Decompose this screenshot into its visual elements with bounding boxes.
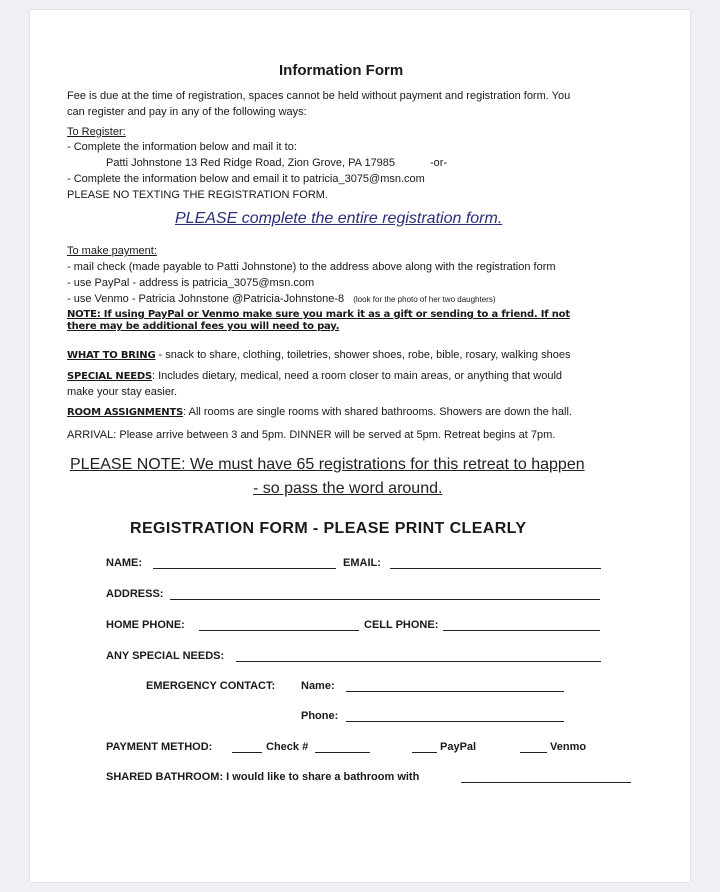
name-field[interactable] xyxy=(153,568,336,569)
payment-method-label: PAYMENT METHOD: xyxy=(106,741,213,753)
paypal-label: PayPal xyxy=(440,741,477,753)
special-needs-label: SPECIAL NEEDS xyxy=(67,371,152,382)
payment-item-paypal: - use PayPal - address is patricia_3075@msn.com xyxy=(67,277,315,289)
note-line-1: NOTE: If using PayPal or Venmo make sure you mark it as a gift or sending to a friend. If not xyxy=(67,309,570,320)
payment-item-venmo xyxy=(67,292,496,307)
address-label: ADDRESS: xyxy=(106,588,164,600)
cell-phone-field[interactable] xyxy=(443,630,600,631)
shared-bathroom-field[interactable] xyxy=(461,782,631,783)
special-needs xyxy=(67,369,562,384)
venmo-checkbox[interactable] xyxy=(520,752,547,753)
emergency-contact-label: EMERGENCY CONTACT: xyxy=(146,680,276,692)
emergency-name-field[interactable] xyxy=(346,691,564,692)
emergency-phone-field[interactable] xyxy=(346,721,564,722)
what-to-bring-text: - snack to share, clothing, toiletries, shower shoes, robe, bible, rosary, walking shoes xyxy=(155,349,571,361)
register-item-mail: - Complete the information below and mail it to: xyxy=(67,141,297,153)
special-needs-field[interactable] xyxy=(236,661,601,662)
special-needs-text: : Includes dietary, medical, need a room closer to main areas, or anything that would xyxy=(151,370,563,382)
what-to-bring xyxy=(67,348,570,363)
email-label: EMAIL: xyxy=(343,557,381,569)
email-field[interactable] xyxy=(390,568,601,569)
room-assignments-text: : All rooms are single rooms with shared bathrooms. Showers are down the hall. xyxy=(183,406,572,418)
payment-item-check: - mail check (made payable to Patti Johnstone) to the address above along with the registration form xyxy=(67,261,556,273)
registrations-note-line-2: - so pass the word around. xyxy=(253,480,443,497)
venmo-photo-note: (look for the photo of her two daughters) xyxy=(353,295,496,304)
intro-line-1: Fee is due at the time of registration, spaces cannot be held without payment and registration form. You xyxy=(67,90,571,102)
mailing-address: Patti Johnstone 13 Red Ridge Road, Zion Grove, PA 17985 xyxy=(106,157,396,169)
address-field[interactable] xyxy=(170,599,600,600)
special-needs-label-form: ANY SPECIAL NEEDS: xyxy=(106,650,225,662)
room-assignments-label: ROOM ASSIGNMENTS xyxy=(67,407,184,418)
or-text: -or- xyxy=(430,157,448,169)
shared-bathroom-label: SHARED BATHROOM: I would like to share a bathroom with xyxy=(106,771,420,783)
please-complete-notice: PLEASE complete the entire registration form. xyxy=(175,210,503,227)
paypal-checkbox[interactable] xyxy=(412,752,437,753)
check-checkbox[interactable] xyxy=(232,752,262,753)
register-heading: To Register: xyxy=(67,126,126,138)
what-to-bring-label: WHAT TO BRING xyxy=(67,350,156,361)
emergency-name-label: Name: xyxy=(301,680,335,692)
check-number-field[interactable] xyxy=(315,752,370,753)
check-label: Check # xyxy=(266,741,309,753)
note-line-2: there may be additional fees you will need to pay. xyxy=(67,321,340,332)
page-title: Information Form xyxy=(279,62,404,79)
cell-phone-label: CELL PHONE: xyxy=(364,619,439,631)
registrations-note-line-1: PLEASE NOTE: We must have 65 registrations for this retreat to happen xyxy=(70,456,585,473)
register-item-email: - Complete the information below and email it to patricia_3075@msn.com xyxy=(67,173,425,185)
room-assignments xyxy=(67,405,572,420)
no-texting-notice: PLEASE NO TEXTING THE REGISTRATION FORM. xyxy=(67,189,328,201)
venmo-label: Venmo xyxy=(550,741,587,753)
registration-form-title: REGISTRATION FORM - PLEASE PRINT CLEARLY xyxy=(130,520,527,537)
special-needs-text-2: make your stay easier. xyxy=(67,386,178,398)
name-label: NAME: xyxy=(106,557,143,569)
home-phone-label: HOME PHONE: xyxy=(106,619,185,631)
emergency-phone-label: Phone: xyxy=(301,710,339,722)
home-phone-field[interactable] xyxy=(199,630,359,631)
arrival-info: ARRIVAL: Please arrive between 3 and 5pm. DINNER will be served at 5pm. Retreat begins at 7pm. xyxy=(67,429,556,441)
payment-heading: To make payment: xyxy=(67,245,157,257)
intro-line-2: can register and pay in any of the following ways: xyxy=(67,106,307,118)
venmo-text: - use Venmo - Patricia Johnstone @Patricia-Johnstone-8 xyxy=(67,293,345,305)
